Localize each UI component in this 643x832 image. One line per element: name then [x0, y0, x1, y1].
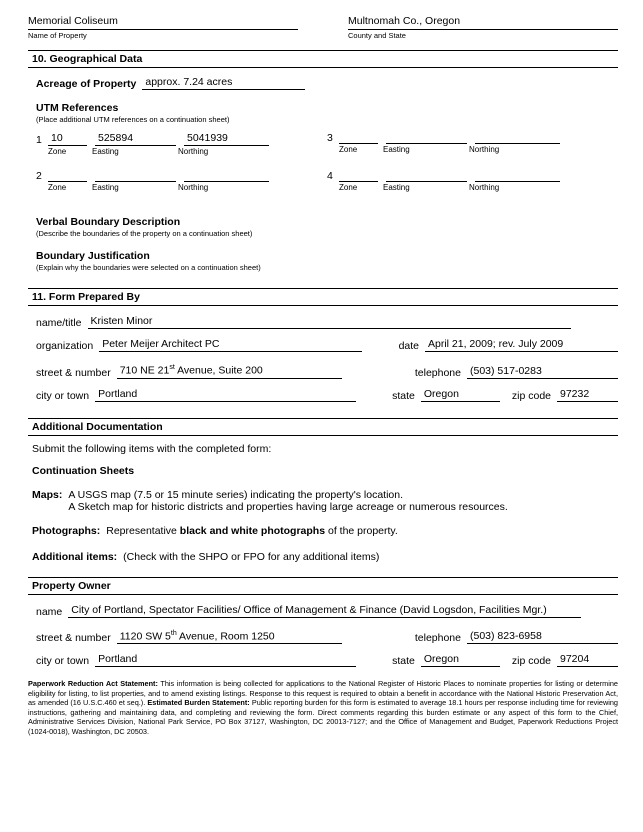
preparer-telephone-value: (503) 517-0283: [467, 365, 618, 379]
utm-entry-1: [36, 132, 327, 156]
utm-1-zone-caption: Zone: [48, 147, 67, 156]
utm-1-easting: 525894: [95, 132, 176, 146]
section-11-body: [28, 315, 618, 402]
owner-state-value: Oregon: [421, 653, 500, 667]
utm-2-zone-caption: Zone: [48, 183, 67, 192]
county-state-caption: County and State: [348, 31, 406, 40]
paperwork-reduction-label: Paperwork Reduction Act Statement:: [28, 679, 158, 688]
section-11-heading: 11. Form Prepared By: [28, 288, 618, 306]
county-state-value: Multnomah Co., Oregon: [348, 14, 618, 30]
maps-text: [68, 489, 507, 513]
utm-entry-3: [327, 132, 618, 156]
preparer-street-value: [117, 361, 342, 379]
owner-street-value-sup: th: [170, 629, 177, 637]
preparer-date-value: April 21, 2009; rev. July 2009: [425, 338, 618, 352]
owner-street-value-post: Avenue, Room 1250: [176, 630, 275, 642]
preparer-state-label: state: [392, 389, 415, 402]
legal-footer: [28, 679, 618, 737]
owner-name-label: name: [36, 605, 63, 618]
paperwork-reduction-text: This information is being collected for applications to the National Register of Historic Places to nominate properties for listing or determine eligibility for listing, to list properties, and to amend existing listings. Response to this request is required to obtain a benefit in accordance with the National Historic Preservation Act, as amended (16 U.S.C.460 et seq.).: [28, 679, 618, 708]
preparer-organization-value: Peter Meijer Architect PC: [99, 338, 362, 352]
preparer-nametitle-value: Kristen Minor: [88, 315, 571, 329]
utm-2-northing: [184, 181, 269, 182]
preparer-street-value-sup: st: [169, 364, 175, 371]
utm-2-northing-caption: Northing: [178, 183, 209, 192]
section-10-heading: 10. Geographical Data: [28, 50, 618, 68]
owner-street-value: [117, 627, 342, 645]
utm-grid-bottom: [36, 170, 618, 192]
utm-3-northing: [475, 143, 560, 144]
owner-city-row: [36, 653, 618, 667]
utm-1-northing-caption: Northing: [178, 147, 209, 156]
maps-label: Maps:: [32, 488, 63, 501]
utm-2-easting-caption: Easting: [92, 183, 119, 192]
utm-4-northing-caption: Northing: [469, 183, 500, 192]
utm-1-northing: 5041939: [184, 132, 269, 146]
utm-4-zone-caption: Zone: [339, 183, 358, 192]
county-state-block: [348, 14, 618, 40]
owner-name-value: City of Portland, Spectator Facilities/ Office of Management & Finance (David Logsdon, Facilities Mgr.): [68, 604, 581, 618]
utm-entry-2: [36, 170, 327, 192]
utm-4-captions: [327, 183, 618, 192]
verbal-boundary-note: (Describe the boundaries of the property on a continuation sheet): [36, 229, 253, 238]
utm-2-number: 2: [36, 170, 42, 182]
preparer-street-value-pre: 710 NE 21: [119, 364, 170, 377]
preparer-zip-value: 97232: [557, 388, 618, 402]
preparer-state-value: Oregon: [421, 388, 500, 402]
utm-references-note: (Place additional UTM references on a continuation sheet): [36, 115, 230, 124]
preparer-telephone-label: telephone: [414, 366, 461, 379]
photographs-row: [32, 525, 618, 537]
utm-2-easting: [95, 181, 176, 182]
owner-street-row: [36, 627, 618, 645]
owner-street-label: street & number: [36, 632, 111, 644]
property-name-value: Memorial Coliseum: [28, 14, 298, 30]
property-name-block: [28, 14, 298, 40]
utm-1-captions: [36, 147, 327, 156]
utm-4-easting: [386, 181, 467, 182]
verbal-boundary-heading: Verbal Boundary Description: [36, 216, 181, 228]
preparer-city-value: Portland: [95, 388, 356, 402]
preparer-date-label: date: [398, 340, 419, 352]
estimated-burden-text: Public reporting burden for this form is estimated to average 18.1 hours per response including time for reviewing instructions, gathering and maintaining data, and completing and reviewing the form. Direct comments regarding this burden estimate or any aspect of this form to the Chief, Administrative Services Division, National Park Service, PO Box 37127, Washington, DC 20013-7127; and the Office of Management and Budget, Paperwork Reductions Project (1024-0018), Washington, DC 20503.: [28, 698, 618, 736]
preparer-city-label: city or town: [36, 389, 90, 402]
preparer-organization-row: [36, 338, 618, 352]
utm-1-number: 1: [36, 134, 42, 146]
photographs-text-post: of the property.: [325, 524, 398, 537]
utm-2-captions: [36, 183, 327, 192]
continuation-sheets-heading: Continuation Sheets: [32, 464, 135, 477]
utm-3-captions: [327, 145, 618, 154]
acreage-row: [36, 76, 618, 90]
owner-city-label: city or town: [36, 655, 90, 667]
preparer-nametitle-label: name/title: [36, 317, 82, 329]
additional-documentation-body: [28, 443, 618, 563]
owner-name-row: [36, 604, 618, 618]
acreage-label: Acreage of Property: [36, 78, 137, 90]
maps-line-1: A USGS map (7.5 or 15 minute series) indicating the property's location.: [68, 488, 404, 501]
additional-items-row: [32, 551, 618, 563]
utm-3-northing-caption: Northing: [469, 145, 500, 154]
estimated-burden-label: Estimated Burden Statement:: [147, 698, 250, 708]
owner-state-label: state: [392, 655, 415, 667]
preparer-street-row: [36, 361, 618, 379]
utm-3-easting-caption: Easting: [383, 145, 410, 154]
preparer-city-row: [36, 388, 618, 402]
boundary-justification-note: (Explain why the boundaries were selected on a continuation sheet): [36, 263, 261, 272]
additional-documentation-heading: Additional Documentation: [28, 419, 618, 436]
utm-entry-4: [327, 170, 618, 192]
utm-3-easting: [386, 143, 467, 144]
owner-zip-value: 97204: [557, 653, 618, 667]
preparer-street-value-post: Avenue, Suite 200: [174, 364, 263, 377]
maps-row: [32, 489, 618, 513]
owner-telephone-label: telephone: [414, 632, 461, 644]
photographs-text-bold: black and white photographs: [179, 524, 326, 537]
preparer-zip-label: zip code: [511, 389, 551, 402]
additional-items-text: (Check with the SHPO or FPO for any additional items): [123, 550, 380, 563]
photographs-text-pre: Representative: [106, 524, 180, 537]
owner-zip-label: zip code: [511, 655, 551, 667]
photographs-label: Photographs:: [32, 524, 101, 537]
owner-street-value-pre: 1120 SW 5: [119, 630, 171, 642]
owner-city-value: Portland: [95, 653, 356, 667]
utm-2-zone: [48, 181, 87, 182]
utm-references-heading: UTM References: [36, 102, 119, 114]
boundary-justification-heading: Boundary Justification: [36, 250, 150, 262]
photographs-text: [106, 525, 398, 537]
utm-3-zone-caption: Zone: [339, 145, 358, 154]
property-name-caption: Name of Property: [28, 31, 87, 40]
preparer-nametitle-row: [36, 315, 618, 329]
section-10-body: [28, 76, 618, 272]
document-header: [28, 14, 618, 40]
preparer-organization-label: organization: [36, 340, 94, 352]
additional-items-label: Additional items:: [32, 550, 118, 563]
utm-4-number: 4: [327, 170, 333, 182]
property-owner-heading: Property Owner: [28, 578, 618, 595]
maps-line-2: A Sketch map for historic districts and properties having large acreage or numerous resources.: [68, 500, 508, 513]
acreage-value: approx. 7.24 acres: [142, 76, 305, 90]
utm-3-number: 3: [327, 132, 333, 144]
utm-4-northing: [475, 181, 560, 182]
utm-grid-top: [36, 132, 618, 156]
owner-telephone-value: (503) 823-6958: [467, 630, 618, 644]
property-owner-body: [28, 604, 618, 668]
preparer-street-label: street & number: [36, 366, 111, 379]
utm-1-easting-caption: Easting: [92, 147, 119, 156]
utm-4-zone: [339, 181, 378, 182]
utm-1-zone: 10: [48, 132, 87, 146]
additional-documentation-intro: Submit the following items with the completed form:: [32, 442, 272, 455]
utm-4-easting-caption: Easting: [383, 183, 410, 192]
utm-3-zone: [339, 143, 378, 144]
